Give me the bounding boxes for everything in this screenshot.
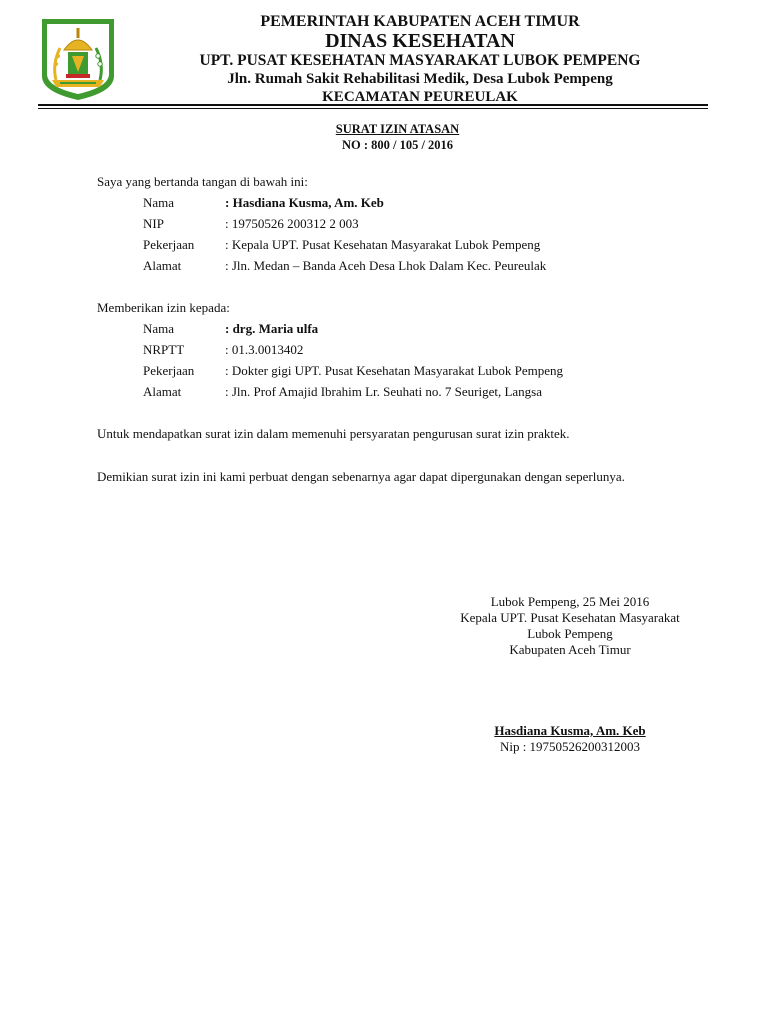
document-title-block bbox=[0, 121, 768, 153]
field-value: : Kepala UPT. Pusat Kesehatan Masyarakat Lubok Pempeng bbox=[225, 237, 541, 252]
document-title: SURAT IZIN ATASAN bbox=[335, 122, 460, 136]
signature-name: Hasdiana Kusma, Am. Keb bbox=[494, 723, 646, 738]
field-label: Nama bbox=[143, 321, 175, 336]
signature-position-line1: Kepala UPT. Pusat Kesehatan Masyarakat bbox=[460, 610, 680, 625]
signature-nip: Nip : 19750526200312003 bbox=[499, 739, 641, 754]
field-label: Alamat bbox=[143, 384, 182, 399]
recipient-intro: Memberikan izin kepada: bbox=[97, 300, 230, 315]
field-label: Alamat bbox=[143, 258, 182, 273]
signature-position-line3: Kabupaten Aceh Timur bbox=[509, 642, 631, 657]
letterhead-unit: UPT. PUSAT KESEHATAN MASYARAKAT LUBOK PEMPENG bbox=[199, 52, 641, 69]
letterhead-address: Jln. Rumah Sakit Rehabilitasi Medik, Desa Lubok Pempeng bbox=[227, 71, 613, 87]
field-value: : 01.3.0013402 bbox=[225, 342, 304, 357]
signature-place-date: Lubok Pempeng, 25 Mei 2016 bbox=[490, 594, 650, 609]
letterhead bbox=[140, 12, 700, 106]
field-value: : Jln. Medan – Banda Aceh Desa Lhok Dalam Kec. Peureulak bbox=[225, 258, 547, 273]
field-label: Pekerjaan bbox=[143, 237, 195, 252]
purpose-paragraph: Untuk mendapatkan surat izin dalam memenuhi persyaratan pengurusan surat izin praktek. bbox=[97, 426, 570, 441]
letterhead-district: KECAMATAN PEUREULAK bbox=[322, 89, 518, 105]
field-value: : Jln. Prof Amajid Ibrahim Lr. Seuhati no. 7 Seuriget, Langsa bbox=[225, 384, 543, 399]
field-label: Nama bbox=[143, 195, 175, 210]
aceh-timur-regency-emblem-icon bbox=[38, 16, 118, 102]
field-value: : Hasdiana Kusma, Am. Keb bbox=[225, 195, 384, 210]
letterhead-divider-thin bbox=[38, 108, 708, 109]
field-label: Pekerjaan bbox=[143, 363, 195, 378]
signer-intro: Saya yang bertanda tangan di bawah ini: bbox=[97, 174, 308, 189]
signature-block bbox=[420, 594, 720, 658]
letterhead-government: PEMERINTAH KABUPATEN ACEH TIMUR bbox=[260, 13, 580, 30]
field-value: : 19750526 200312 2 003 bbox=[225, 216, 359, 231]
document-number: NO : 800 / 105 / 2016 bbox=[341, 138, 454, 152]
field-value: : drg. Maria ulfa bbox=[225, 321, 319, 336]
letterhead-agency: DINAS KESEHATAN bbox=[325, 30, 515, 52]
field-value: : Dokter gigi UPT. Pusat Kesehatan Masyarakat Lubok Pempeng bbox=[225, 363, 564, 378]
letterhead-divider-thick bbox=[38, 104, 708, 106]
field-label: NRPTT bbox=[143, 342, 185, 357]
signature-name-block bbox=[420, 723, 720, 755]
field-label: NIP bbox=[143, 216, 164, 231]
closing-paragraph: Demikian surat izin ini kami perbuat dengan sebenarnya agar dapat dipergunakan dengan seperlunya. bbox=[97, 469, 625, 484]
signature-position-line2: Lubok Pempeng bbox=[527, 626, 613, 641]
